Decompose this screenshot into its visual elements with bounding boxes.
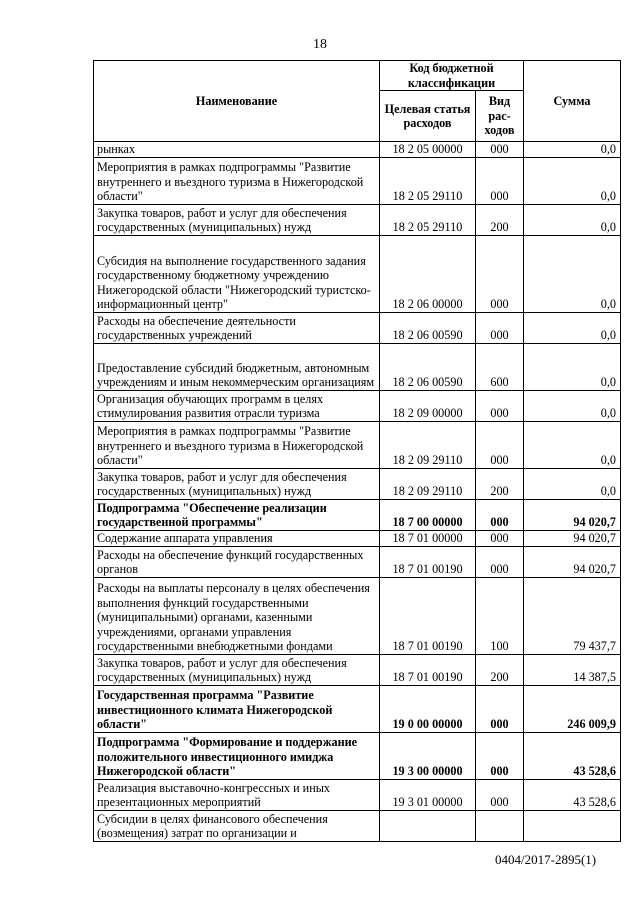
cell-expense-type: 000 xyxy=(476,421,524,468)
table-row xyxy=(94,546,621,577)
cell-sum: 94 020,7 xyxy=(524,499,621,530)
cell-expense-type: 000 xyxy=(476,685,524,732)
cell-name: Закупка товаров, работ и услуг для обеспечения государственных (муниципальных) нужд xyxy=(94,654,380,685)
header-budget-code: Код бюджетной классификации xyxy=(380,61,524,91)
cell-expense-type: 600 xyxy=(476,343,524,390)
cell-target-article: 18 2 06 00000 xyxy=(380,235,476,312)
cell-name: Закупка товаров, работ и услуг для обеспечения государственных (муниципальных) нужд xyxy=(94,204,380,235)
cell-expense-type: 000 xyxy=(476,779,524,810)
table-row xyxy=(94,312,621,343)
cell-name: Содержание аппарата управления xyxy=(94,530,380,546)
cell-name: рынках xyxy=(94,142,380,158)
cell-sum: 0,0 xyxy=(524,343,621,390)
table-row xyxy=(94,577,621,654)
cell-target-article: 18 7 01 00000 xyxy=(380,530,476,546)
cell-sum: 0,0 xyxy=(524,157,621,204)
cell-expense-type: 000 xyxy=(476,235,524,312)
table-row xyxy=(94,157,621,204)
cell-target-article: 19 0 00 00000 xyxy=(380,685,476,732)
table-row xyxy=(94,732,621,779)
cell-sum: 0,0 xyxy=(524,142,621,158)
cell-sum xyxy=(524,810,621,841)
cell-expense-type xyxy=(476,810,524,841)
cell-expense-type: 000 xyxy=(476,530,524,546)
table-row xyxy=(94,530,621,546)
cell-expense-type: 200 xyxy=(476,654,524,685)
cell-target-article: 18 2 06 00590 xyxy=(380,343,476,390)
header-sum: Сумма xyxy=(524,61,621,142)
cell-target-article: 18 7 00 00000 xyxy=(380,499,476,530)
cell-target-article: 19 3 00 00000 xyxy=(380,732,476,779)
table-row xyxy=(94,343,621,390)
cell-target-article: 18 7 01 00190 xyxy=(380,654,476,685)
table-row xyxy=(94,779,621,810)
cell-expense-type: 000 xyxy=(476,546,524,577)
cell-target-article: 18 2 05 29110 xyxy=(380,204,476,235)
cell-name: Расходы на выплаты персоналу в целях обеспечения выполнения функций государственными (муниципальными) органами, казенными учреждениями, органами управления государственными внебюджетными фондами xyxy=(94,577,380,654)
cell-name: Организация обучающих программ в целях стимулирования развития отрасли туризма xyxy=(94,390,380,421)
cell-sum: 0,0 xyxy=(524,421,621,468)
table-body xyxy=(94,142,621,842)
cell-name: Мероприятия в рамках подпрограммы "Развитие внутреннего и въездного туризма в Нижегородской области" xyxy=(94,157,380,204)
cell-target-article: 18 2 06 00590 xyxy=(380,312,476,343)
cell-sum: 94 020,7 xyxy=(524,530,621,546)
table-row xyxy=(94,654,621,685)
table-row xyxy=(94,142,621,158)
cell-name: Государственная программа "Развитие инвестиционного климата Нижегородской области" xyxy=(94,685,380,732)
cell-name: Расходы на обеспечение функций государственных органов xyxy=(94,546,380,577)
table-row xyxy=(94,499,621,530)
table-row xyxy=(94,204,621,235)
cell-sum: 0,0 xyxy=(524,235,621,312)
cell-expense-type: 000 xyxy=(476,732,524,779)
table-row xyxy=(94,810,621,841)
cell-name: Расходы на обеспечение деятельности государственных учреждений xyxy=(94,312,380,343)
cell-sum: 43 528,6 xyxy=(524,732,621,779)
cell-name: Субсидия на выполнение государственного задания государственному бюджетному учреждению Нижегородской области "Нижегородский туристско-информационный центр" xyxy=(94,235,380,312)
cell-sum: 79 437,7 xyxy=(524,577,621,654)
cell-target-article: 18 2 09 00000 xyxy=(380,390,476,421)
table-row xyxy=(94,235,621,312)
cell-expense-type: 200 xyxy=(476,204,524,235)
cell-sum: 14 387,5 xyxy=(524,654,621,685)
cell-sum: 0,0 xyxy=(524,204,621,235)
cell-expense-type: 000 xyxy=(476,390,524,421)
cell-expense-type: 000 xyxy=(476,499,524,530)
header-name: Наименование xyxy=(94,61,380,142)
cell-target-article: 18 2 05 29110 xyxy=(380,157,476,204)
table-row xyxy=(94,390,621,421)
cell-sum: 246 009,9 xyxy=(524,685,621,732)
cell-sum: 94 020,7 xyxy=(524,546,621,577)
cell-name: Предоставление субсидий бюджетным, автономным учреждениям и иным некоммерческим организациям xyxy=(94,343,380,390)
table-row xyxy=(94,421,621,468)
cell-name: Подпрограмма "Формирование и поддержание положительного инвестиционного имиджа Нижегородской области" xyxy=(94,732,380,779)
cell-name: Реализация выставочно-конгрессных и иных презентационных мероприятий xyxy=(94,779,380,810)
cell-expense-type: 100 xyxy=(476,577,524,654)
cell-name: Субсидии в целях финансового обеспечения (возмещения) затрат по организации и xyxy=(94,810,380,841)
cell-target-article xyxy=(380,810,476,841)
cell-target-article: 18 7 01 00190 xyxy=(380,577,476,654)
cell-expense-type: 200 xyxy=(476,468,524,499)
header-expense-type: Вид рас- ходов xyxy=(476,91,524,142)
table-row xyxy=(94,468,621,499)
cell-target-article: 18 2 05 00000 xyxy=(380,142,476,158)
cell-target-article: 18 2 09 29110 xyxy=(380,468,476,499)
header-target-article: Целевая статья расходов xyxy=(380,91,476,142)
table-row xyxy=(94,685,621,732)
cell-target-article: 18 7 01 00190 xyxy=(380,546,476,577)
cell-sum: 43 528,6 xyxy=(524,779,621,810)
cell-name: Мероприятия в рамках подпрограммы "Развитие внутреннего и въездного туризма в Нижегородской области" xyxy=(94,421,380,468)
cell-sum: 0,0 xyxy=(524,312,621,343)
cell-sum: 0,0 xyxy=(524,390,621,421)
page-number: 18 xyxy=(313,37,327,52)
budget-table xyxy=(93,60,621,842)
document-code: 0404/2017-2895(1) xyxy=(495,852,597,867)
cell-target-article: 18 2 09 29110 xyxy=(380,421,476,468)
cell-name: Подпрограмма "Обеспечение реализации государственной программы" xyxy=(94,499,380,530)
cell-expense-type: 000 xyxy=(476,312,524,343)
cell-expense-type: 000 xyxy=(476,157,524,204)
cell-expense-type: 000 xyxy=(476,142,524,158)
cell-name: Закупка товаров, работ и услуг для обеспечения государственных (муниципальных) нужд xyxy=(94,468,380,499)
cell-sum: 0,0 xyxy=(524,468,621,499)
cell-target-article: 19 3 01 00000 xyxy=(380,779,476,810)
